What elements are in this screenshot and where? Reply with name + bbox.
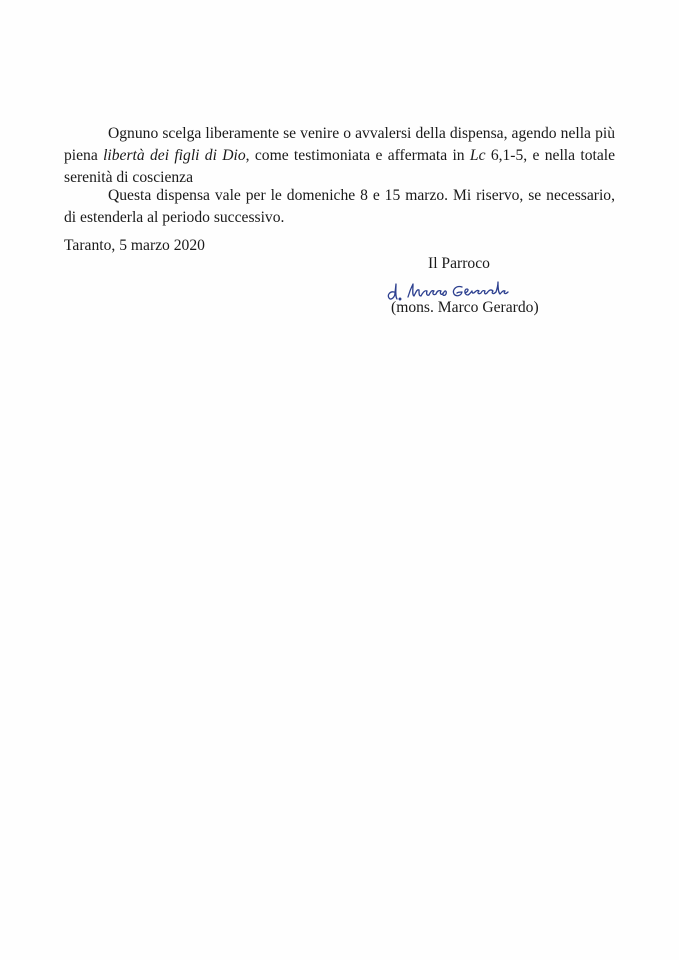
paragraph-text: 6,1-5, e nella totale serenità di coscienza (64, 147, 615, 186)
paragraph-text: Ognuno scelga liberamente se venire o avvalersi della dispensa, agendo nella più piena (64, 125, 615, 164)
signer-name: (mons. Marco Gerardo) (391, 299, 539, 316)
paragraph-validity (64, 185, 615, 229)
signer-role: Il Parroco (428, 255, 490, 272)
italic-reference: Lc (469, 147, 486, 164)
paragraph-text: Questa dispensa vale per le domeniche 8 e 15 marzo. Mi riservo, se necessario, di estenderla al periodo successivo. (64, 187, 615, 226)
italic-phrase: libertà dei figli di Dio (103, 147, 246, 164)
paragraph-dispensa-freedom (64, 123, 615, 189)
paragraph-text: , come testimoniata e affermata in (245, 147, 470, 164)
place-and-date: Taranto, 5 marzo 2020 (64, 237, 205, 254)
